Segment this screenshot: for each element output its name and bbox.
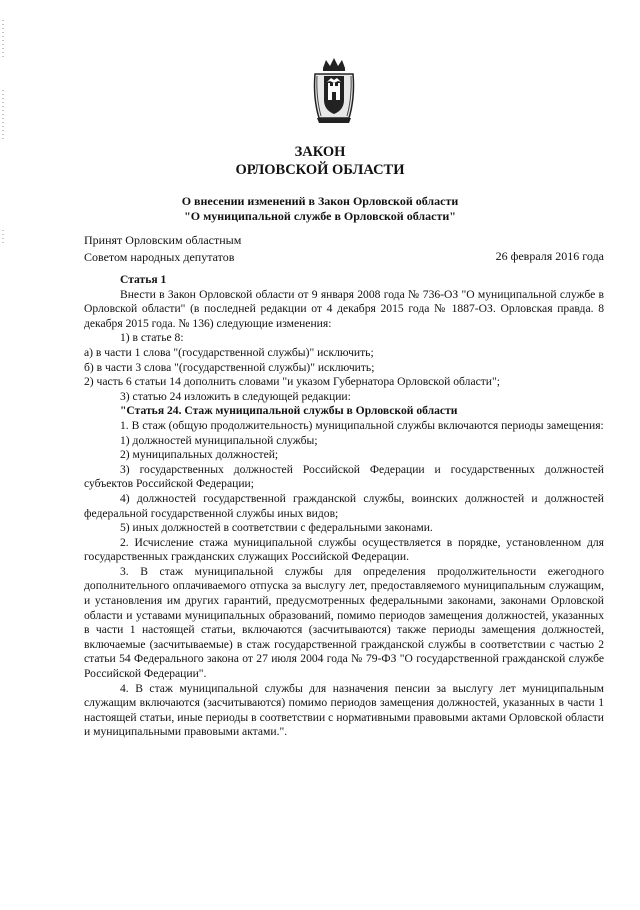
orel-oblast-coat-of-arms-icon	[311, 58, 357, 124]
article1-intro: Внести в Закон Орловской области от 9 января 2008 года № 736-ОЗ "О муниципальной службе в Орловской области" (в последней редакции от 4 декабря 2015 года № 1887-ОЗ. Орловская правда. 8 декабря 2015 года. № 136) следующие изменения:	[84, 287, 604, 330]
article24-part2: 2. Исчисление стажа муниципальной службы осуществляется в порядке, установленном для государственных гражданских служащих Российской Федерации.	[84, 535, 604, 564]
adoption-statement	[84, 232, 241, 266]
law-title-line1: ЗАКОН	[294, 144, 346, 160]
adoption-date: 26 февраля 2016 года	[495, 249, 604, 263]
law-body	[84, 273, 604, 740]
article24-heading: "Статья 24. Стаж муниципальной службы в Орловской области	[120, 404, 458, 418]
part1-list-item: 5) иных должностей в соответствии с федеральными законами.	[120, 521, 433, 535]
part1-list-item: 1) должностей муниципальной службы;	[120, 433, 318, 447]
change-item: а) в части 1 слова "(государственной службы)" исключить;	[84, 345, 374, 359]
article1-heading: Статья 1	[120, 273, 167, 286]
law-title-line2: ОРЛОВСКОЙ ОБЛАСТИ	[235, 162, 405, 178]
part1-list-item: 3) государственных должностей Российской Федерации и государственных должностей субъектов Российской Федерации;	[84, 462, 604, 491]
adoption-line2: Советом народных депутатов	[84, 250, 235, 264]
change-item: 2) часть 6 статьи 14 дополнить словами "и указом Губернатора Орловской области";	[84, 375, 500, 389]
adoption-line1: Принят Орловским областным	[84, 233, 242, 247]
part1-list-item: 4) должностей государственной гражданской службы, воинских должностей и должностей федеральной государственной службы иных видов;	[84, 491, 604, 520]
article24-part1-intro: 1. В стаж (общую продолжительность) муниципальной службы включаются периоды замещения:	[120, 418, 604, 432]
article24-part4: 4. В стаж муниципальной службы для назначения пенсии за выслугу лет муниципальным служащим включаются (засчитываются) помимо периодов замещения должностей, указанных в части 1 настоящей статьи, иные периоды в соответствии с нормативными правовыми актами Орловской области и муниципальными правовыми актами.".	[84, 681, 604, 739]
article24-part3: 3. В стаж муниципальной службы для определения продолжительности ежегодного дополнительного оплачиваемого отпуска за выслугу лет, предоставляемого муниципальным служащим, и установления им других гарантий, предусмотренных федеральными законами, законами Орловской области и уставами муниципальных образований, помимо периодов замещения должностей, указанных в части 1 настоящей статьи, включаются (засчитываются) также периоды замещения должностей, включаемые (засчитываемые) в стаж государственной гражданской службы в соответствии с частью 2 статьи 54 Федерального закона от 27 июля 2004 года № 79-ФЗ "О государственной гражданской службе Российской Федерации".	[84, 564, 604, 681]
change-item: б) в части 3 слова "(государственной службы)" исключить;	[84, 360, 375, 374]
part1-list-item: 2) муниципальных должностей;	[120, 448, 279, 462]
scan-edge-marks	[2, 0, 4, 905]
change-item: 1) в статье 8:	[120, 331, 184, 345]
change-item: 3) статью 24 изложить в следующей редакции:	[120, 389, 351, 403]
law-subtitle-line1: О внесении изменений в Закон Орловской области	[181, 194, 459, 208]
law-subtitle-line2: "О муниципальной службе в Орловской области"	[184, 209, 456, 223]
